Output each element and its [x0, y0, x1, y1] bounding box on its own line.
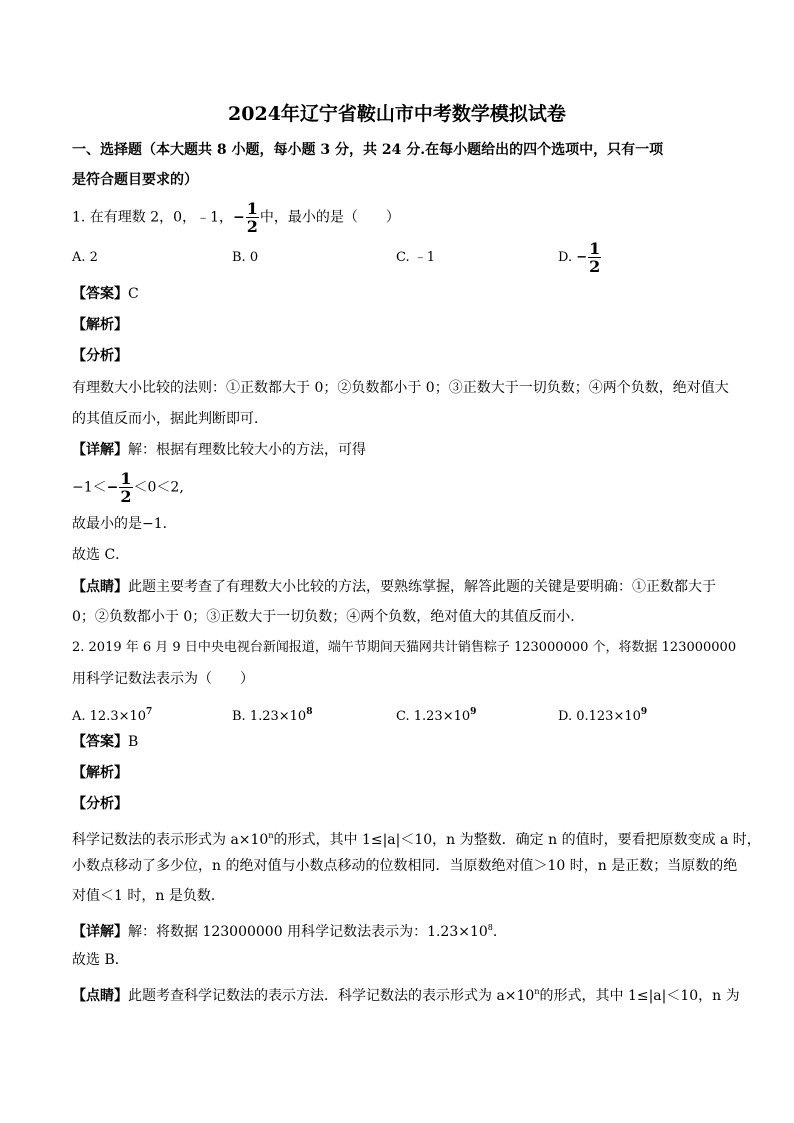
q1-stem	[72, 200, 722, 235]
q2-option-b-base: B. 1.23×10	[232, 709, 307, 724]
q1-ineq-fraction	[119, 470, 132, 505]
q2-detail-exp: 8	[487, 923, 493, 932]
q2-option-c-exp: 9	[470, 707, 477, 717]
q1-ineq-pre: −1＜	[72, 479, 107, 496]
q1-comment-line1	[72, 577, 722, 597]
q2-options	[72, 702, 722, 724]
q2-analysis1-post: 的形式，其中 1≤|a|＜10，n 为整数．确定 n 的值时，要看把原数变成 a 时，	[273, 832, 761, 848]
q1-fraction-numerator: 1	[246, 199, 258, 218]
q1-comment-tag: 【点睛】	[72, 579, 128, 595]
q2-choose: 故选 B．	[72, 952, 129, 968]
q2-comment-post: 的形式，其中 1≤|a|＜10，n 为	[539, 988, 740, 1004]
q2-analysis-line2: 小数点移动了多少位，n 的绝对值与小数点移动的位数相同．当原数绝对值＞10 时，n 是正数；当原数的绝	[72, 858, 738, 874]
q2-detail	[72, 918, 722, 942]
q1-analysis-line1: 有理数大小比较的法则：①正数都大于 0；②负数都小于 0；③正数大于一切负数；④两个负数，绝对值大	[72, 380, 729, 396]
q1-option-d-fraction	[588, 240, 601, 275]
q1-fraction-denominator: 2	[246, 217, 258, 236]
q2-analysis-line3: 对值＜1 时，n 是负数．	[72, 888, 225, 904]
page-title: 2024年辽宁省鞍山市中考数学模拟试卷	[228, 103, 566, 125]
q1-answer-tag: 【答案】	[72, 286, 128, 302]
q1-option-c: C. ﹣1	[396, 250, 436, 265]
q2-answer	[72, 732, 722, 752]
q2-analysis1-n: n	[268, 831, 274, 840]
q2-comment-pre: 此题考查科学记数法的表示方法．科学记数法的表示形式为 a×10	[128, 988, 535, 1004]
q1-ineq-neg: −	[106, 479, 119, 496]
q2-option-a-base: A. 12.3×10	[72, 709, 147, 724]
q1-comment-text1: 此题主要考查了有理数大小比较的方法，要熟练掌握，解答此题的关键是要明确：①正数都大于	[128, 579, 716, 595]
q1-detail-text: 解：根据有理数比较大小的方法，可得	[128, 442, 366, 458]
q1-answer	[72, 284, 722, 304]
q2-comment-tag: 【点睛】	[72, 988, 128, 1004]
q2-option-c	[396, 702, 476, 727]
q1-fraction	[246, 200, 259, 235]
q2-comment	[72, 982, 740, 1006]
q1-option-d-label: D.	[558, 250, 573, 265]
q2-analysis-line1	[72, 826, 761, 850]
q2-option-a	[72, 702, 152, 727]
q1-options	[72, 239, 722, 276]
q2-detail-pre: 解：将数据 123000000 用科学记数法表示为：1.23×10	[128, 924, 488, 940]
q2-option-a-exp: 7	[146, 707, 153, 717]
q1-conclusion: 故最小的是−1．	[72, 516, 177, 532]
q1-detail-tag: 【详解】	[72, 442, 128, 458]
q2-option-b	[232, 702, 312, 727]
q1-option-b: B. 0	[232, 250, 259, 265]
q1-option-d-numerator: 1	[589, 239, 601, 258]
q2-detail-tag: 【详解】	[72, 924, 128, 940]
q1-option-d	[558, 240, 602, 275]
q2-option-b-exp: 8	[306, 707, 313, 717]
q2-answer-value: B	[128, 734, 139, 750]
q1-stem-neg: −	[232, 209, 245, 226]
q1-ineq-post: ＜0＜2,	[133, 479, 184, 496]
q1-option-d-denominator: 2	[589, 257, 601, 276]
q2-stem-line1: 2. 2019 年 6 月 9 日中央电视台新闻报道，端午节期间天猫网共计销售粽子 123000000 个，将数据 123000000	[72, 640, 737, 655]
q2-detail-post: ．	[492, 924, 507, 940]
q1-inequality	[72, 470, 722, 505]
q2-analysis1-pre: 科学记数法的表示形式为 a×10	[72, 832, 269, 848]
q1-fenxi-tag: 【分析】	[72, 348, 128, 364]
q1-ineq-numerator: 1	[120, 469, 132, 488]
q2-fenxi-tag: 【分析】	[72, 796, 128, 812]
q1-stem-post: 中，最小的是（ ）	[259, 209, 400, 226]
q2-option-d-base: D. 0.123×10	[558, 709, 641, 724]
section-heading-line2: 是符合题目要求的）	[72, 172, 198, 188]
q1-answer-value: C	[128, 286, 139, 302]
q2-answer-tag: 【答案】	[72, 734, 128, 750]
q1-stem-pre: 1. 在有理数 2，0，﹣1，	[72, 209, 233, 226]
q2-comment-n: n	[534, 987, 540, 996]
q1-detail	[72, 440, 722, 460]
section-heading-line1: 一、选择题（本大题共 8 小题，每小题 3 分，共 24 分.在每小题给出的四个选项中，只有一项	[72, 142, 664, 158]
q2-option-c-base: C. 1.23×10	[396, 709, 471, 724]
q1-choose: 故选 C．	[72, 547, 130, 563]
q2-jiexi-tag: 【解析】	[72, 765, 128, 781]
q1-jiexi-tag: 【解析】	[72, 317, 128, 333]
q2-option-d	[558, 702, 647, 727]
q1-ineq-denominator: 2	[120, 487, 132, 506]
q1-option-d-neg: −	[576, 250, 588, 265]
q1-analysis-line2: 的其值反而小，据此判断即可．	[72, 411, 268, 427]
q1-option-a: A. 2	[72, 250, 98, 265]
q2-stem-line2: 用科学记数法表示为（ ）	[72, 671, 254, 687]
q1-comment-line2: 0；②负数都小于 0；③正数大于一切负数；④两个负数，绝对值大的其值反而小．	[72, 609, 585, 625]
q2-option-d-exp: 9	[640, 707, 648, 717]
